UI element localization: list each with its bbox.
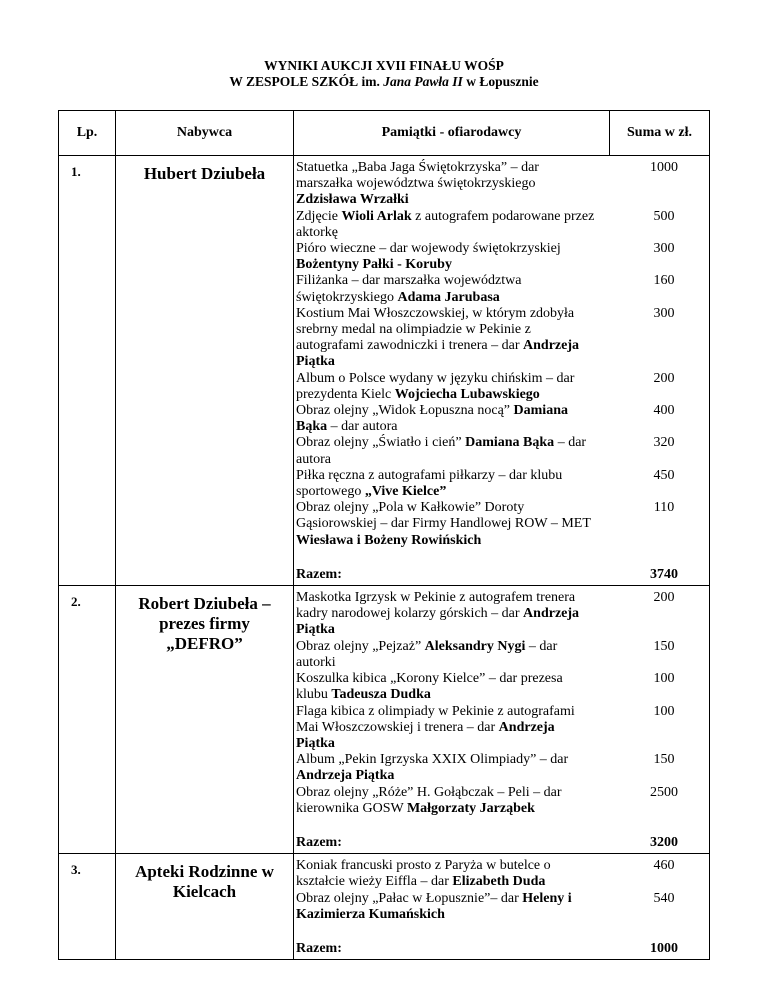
title-line-2-prefix: W ZESPOLE SZKÓŁ im. — [229, 74, 384, 89]
item-amount: 450 — [653, 467, 675, 483]
donor-name: Andrzeja Piątka — [296, 338, 580, 370]
item-row — [296, 785, 707, 817]
item-description — [296, 403, 596, 435]
total-label: Razem: — [296, 834, 342, 850]
total-amount: 3200 — [650, 834, 678, 850]
item-text: Maskotka Igrzysk w Pekinie z autografem trenera kadry narodowej kolarzy górskich – dar — [296, 590, 576, 622]
total-amount: 3740 — [650, 566, 678, 582]
table-body — [59, 156, 710, 960]
item-text: Flaga kibica z olimpiady w Pekinie z autografami Mai Włoszczowskiej i trenera – dar — [296, 703, 575, 735]
item-row — [296, 160, 707, 209]
item-text: Zdjęcie — [296, 208, 342, 224]
item-text: Kostium Mai Włoszczowskiej, w którym zdobyła srebrny medal na olimpiadzie w Pekinie z autografami zawodniczki i trenera – dar — [296, 305, 575, 354]
title-line-2 — [0, 74, 768, 90]
row-number: 3. — [59, 854, 116, 960]
item-text: Obraz olejny „Pejzaż” — [296, 638, 425, 654]
item-amount: 500 — [653, 208, 675, 224]
item-row — [296, 671, 707, 703]
items-list — [294, 156, 709, 585]
item-amount: 150 — [653, 752, 675, 768]
item-text: Obraz olejny „Róże” H. Gołąbczak – Peli – dar kierownika GOSW — [296, 784, 562, 816]
item-row — [296, 371, 707, 403]
table-row — [59, 586, 710, 854]
item-description — [296, 160, 596, 209]
item-amount: 460 — [653, 858, 675, 874]
total-label: Razem: — [296, 940, 342, 956]
item-row — [296, 639, 707, 671]
item-description — [296, 435, 596, 467]
row-number: 2. — [59, 586, 116, 854]
row-total — [296, 941, 707, 957]
item-text: Album „Pekin Igrzyska XXIX Olimpiady” – dar — [296, 752, 569, 768]
item-text: Filiżanka – dar marszałka województwa świętokrzyskiego — [296, 273, 522, 305]
item-amount: 1000 — [650, 160, 678, 175]
buyer-name: Apteki Rodzinne w Kielcach — [116, 854, 294, 960]
title-line-2-suffix: w Łopusznie — [462, 74, 539, 89]
item-amount: 400 — [653, 403, 675, 419]
item-description — [296, 273, 596, 305]
item-description — [296, 500, 596, 549]
header-sum: Suma w zł. — [610, 111, 710, 156]
donor-name: Adama Jarubasa — [397, 289, 500, 305]
document-title — [0, 58, 768, 90]
header-buyer: Nabywca — [116, 111, 294, 156]
item-text: – dar autora — [296, 435, 587, 467]
total-amount: 1000 — [650, 940, 678, 956]
item-amount: 2500 — [650, 784, 678, 800]
item-description — [296, 241, 596, 273]
item-row — [296, 435, 707, 467]
item-amount: 300 — [653, 305, 675, 321]
title-line-2-patron: Jana Pawła II — [383, 74, 463, 89]
donor-name: Elizabeth Duda — [452, 874, 546, 890]
spacer — [296, 817, 707, 835]
item-description — [296, 371, 596, 403]
table-header-row — [59, 111, 710, 156]
item-description — [296, 468, 596, 500]
item-amount: 200 — [653, 590, 675, 606]
donor-name: Damiana Bąka — [465, 435, 555, 451]
donor-name: Andrzeja Piątka — [296, 606, 580, 638]
item-description — [296, 639, 596, 671]
item-row — [296, 590, 707, 639]
item-row — [296, 858, 707, 890]
item-text: Obraz olejny „Pałac w Łopusznie”– dar — [296, 890, 523, 906]
donor-name: Andrzeja Piątka — [296, 768, 395, 784]
row-number: 1. — [59, 156, 116, 586]
item-description — [296, 306, 596, 371]
item-row — [296, 209, 707, 241]
spacer — [296, 549, 707, 567]
table-row — [59, 156, 710, 586]
donor-name: Małgorzaty Jarząbek — [406, 800, 535, 816]
item-row — [296, 306, 707, 371]
item-row — [296, 468, 707, 500]
item-description — [296, 891, 596, 923]
item-row — [296, 704, 707, 753]
item-text: Piłka ręczna z autografami piłkarzy – dar klubu sportowego — [296, 467, 563, 500]
items-list — [294, 586, 709, 853]
buyer-name: Hubert Dziubeła — [116, 156, 294, 586]
item-row — [296, 752, 707, 784]
item-text: Koniak francuski prosto z Paryża w butelce o kształcie wieży Eiffla – dar — [296, 858, 551, 890]
donor-name: „Vive Kielce” — [364, 484, 447, 500]
header-lp: Lp. — [59, 111, 116, 156]
item-description — [296, 704, 596, 753]
items-cell — [294, 854, 710, 960]
item-amount: 300 — [653, 241, 675, 257]
donor-name: Wojciecha Lubawskiego — [394, 386, 540, 402]
item-text: Obraz olejny „Widok Łopuszna nocą” — [296, 403, 514, 419]
item-amount: 540 — [653, 890, 675, 906]
item-text: Obraz olejny „Pola w Kałkowie” Doroty Gąsiorowskiej – dar Firmy Handlowej ROW – MET — [296, 500, 591, 532]
item-amount: 150 — [653, 638, 675, 654]
row-total — [296, 567, 707, 583]
item-text: Statuetka „Baba Jaga Świętokrzyska” – dar marszałka województwa świętokrzyskiego — [296, 160, 539, 192]
item-row — [296, 241, 707, 273]
donor-name: Andrzeja Piątka — [296, 719, 555, 751]
item-amount: 100 — [653, 703, 675, 719]
table-row — [59, 854, 710, 960]
item-amount: 160 — [653, 273, 675, 289]
item-row — [296, 273, 707, 305]
item-amount: 320 — [653, 435, 675, 451]
item-description — [296, 858, 596, 890]
donor-name: Wioli Arlak — [341, 208, 412, 224]
item-amount: 100 — [653, 671, 675, 687]
donor-name: Tadeusza Dudka — [331, 687, 431, 703]
item-description — [296, 590, 596, 639]
title-line-1: WYNIKI AUKCJI XVII FINAŁU WOŚP — [264, 58, 504, 73]
item-text: Pióro wieczne – dar wojewody świętokrzyskiej — [296, 241, 561, 257]
donor-name: Bożentyny Pałki - Koruby — [296, 257, 452, 273]
auction-results-table — [58, 110, 710, 960]
row-total — [296, 835, 707, 851]
buyer-name: Robert Dziubeła – prezes firmy „DEFRO” — [116, 586, 294, 854]
item-text: – dar autorki — [296, 638, 558, 670]
item-row — [296, 403, 707, 435]
item-row — [296, 891, 707, 923]
donor-name: Wiesława i Bożeny Rowińskich — [296, 532, 482, 548]
item-text: Koszulka kibica „Korony Kielce” – dar prezesa klubu — [296, 671, 563, 703]
item-amount: 200 — [653, 370, 675, 386]
donor-name: Zdzisława Wrzałki — [296, 192, 409, 208]
item-description — [296, 785, 596, 817]
item-text: Obraz olejny „Światło i cień” — [296, 435, 466, 451]
header-items: Pamiątki - ofiarodawcy — [294, 111, 610, 156]
spacer — [296, 923, 707, 941]
item-description — [296, 752, 596, 784]
item-description — [296, 209, 596, 241]
donor-name: Aleksandry Nygi — [424, 638, 526, 654]
item-description — [296, 671, 596, 703]
item-text: Album o Polsce wydany w języku chińskim – dar prezydenta Kielc — [296, 370, 575, 402]
total-label: Razem: — [296, 566, 342, 582]
donor-name: Heleny i Kazimierza Kumańskich — [296, 890, 572, 922]
item-row — [296, 500, 707, 549]
items-cell — [294, 156, 710, 586]
item-amount: 110 — [653, 500, 675, 516]
items-list — [294, 854, 709, 959]
items-cell — [294, 586, 710, 854]
item-text: – dar autora — [327, 419, 398, 435]
donor-name: Damiana Bąka — [296, 403, 568, 435]
item-text: z autografem podarowane przez aktorkę — [296, 208, 595, 240]
